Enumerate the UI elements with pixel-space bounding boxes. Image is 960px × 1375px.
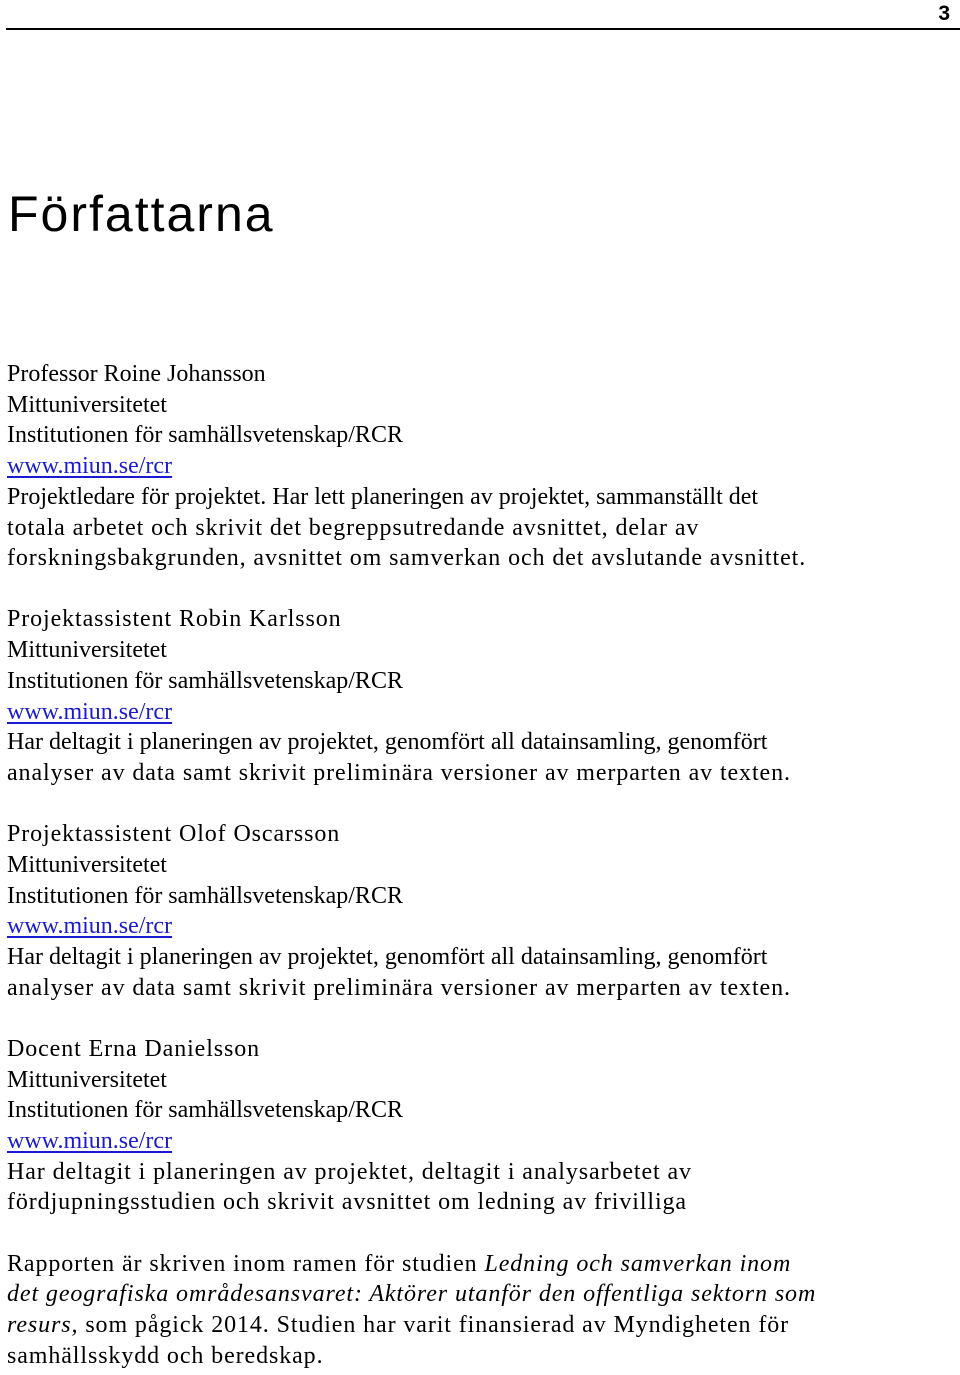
author-description-line: Har deltagit i planeringen av projektet, genomfört all datainsamling, genomfört xyxy=(7,729,768,756)
author-university: Mittuniversitetet xyxy=(7,851,167,878)
study-title-italic: Ledning och samverkan inom xyxy=(484,1250,792,1277)
author-block-oscarsson xyxy=(7,819,957,1003)
author-university: Mittuniversitetet xyxy=(7,391,167,418)
author-description-line: Har deltagit i planeringen av projektet, genomfört all datainsamling, genomfört xyxy=(7,943,768,970)
author-description-line: analyser av data samt skrivit preliminära versioner av merparten av texten. xyxy=(7,759,791,786)
author-description-line: totala arbetet och skrivit det begreppsutredande avsnittet, delar av xyxy=(7,514,700,541)
author-name: Docent Erna Danielsson xyxy=(7,1035,261,1062)
author-name: Projektassistent Olof Oscarsson xyxy=(7,821,341,848)
author-description-line: analyser av data samt skrivit preliminära versioner av merparten av texten. xyxy=(7,974,791,1001)
document-body xyxy=(7,359,957,1371)
study-title-italic: resurs, xyxy=(7,1311,79,1338)
study-title-italic: det geografiska områdesansvaret: Aktörer utanför den offentliga sektorn som xyxy=(7,1281,817,1308)
author-description-line: fördjupningsstudien och skrivit avsnittet om ledning av frivilliga xyxy=(7,1189,687,1216)
author-website-link[interactable]: www.miun.se/rcr xyxy=(7,698,173,725)
page-title: Författarna xyxy=(8,186,275,242)
author-institution: Institutionen för samhällsvetenskap/RCR xyxy=(7,667,403,694)
author-block-danielsson xyxy=(7,1034,957,1218)
page-number: 3 xyxy=(938,2,950,25)
page-header xyxy=(0,0,960,32)
author-block-karlsson xyxy=(7,604,957,788)
closing-text: samhällsskydd och beredskap. xyxy=(7,1342,324,1369)
author-university: Mittuniversitetet xyxy=(7,637,167,664)
closing-text: Rapporten är skriven inom ramen för studien xyxy=(7,1250,485,1277)
author-university: Mittuniversitetet xyxy=(7,1066,167,1093)
author-institution: Institutionen för samhällsvetenskap/RCR xyxy=(7,1097,403,1124)
author-website-link[interactable]: www.miun.se/rcr xyxy=(7,453,173,480)
author-description-line: Har deltagit i planeringen av projektet, deltagit i analysarbetet av xyxy=(7,1158,692,1185)
author-website-link[interactable]: www.miun.se/rcr xyxy=(7,913,173,940)
closing-paragraph xyxy=(7,1249,957,1372)
author-name: Projektassistent Robin Karlsson xyxy=(7,606,342,633)
author-institution: Institutionen för samhällsvetenskap/RCR xyxy=(7,422,403,449)
author-block-johansson xyxy=(7,359,957,574)
header-rule xyxy=(6,28,960,30)
author-website-link[interactable]: www.miun.se/rcr xyxy=(7,1127,173,1154)
author-description-line: forskningsbakgrunden, avsnittet om samverkan och det avslutande avsnittet. xyxy=(7,545,807,572)
author-description-line: Projektledare för projektet. Har lett planeringen av projektet, sammanställt det xyxy=(7,483,759,510)
closing-text: som pågick 2014. Studien har varit finansierad av Myndigheten för xyxy=(78,1311,789,1338)
author-name: Professor Roine Johansson xyxy=(7,361,266,387)
author-institution: Institutionen för samhällsvetenskap/RCR xyxy=(7,882,403,909)
